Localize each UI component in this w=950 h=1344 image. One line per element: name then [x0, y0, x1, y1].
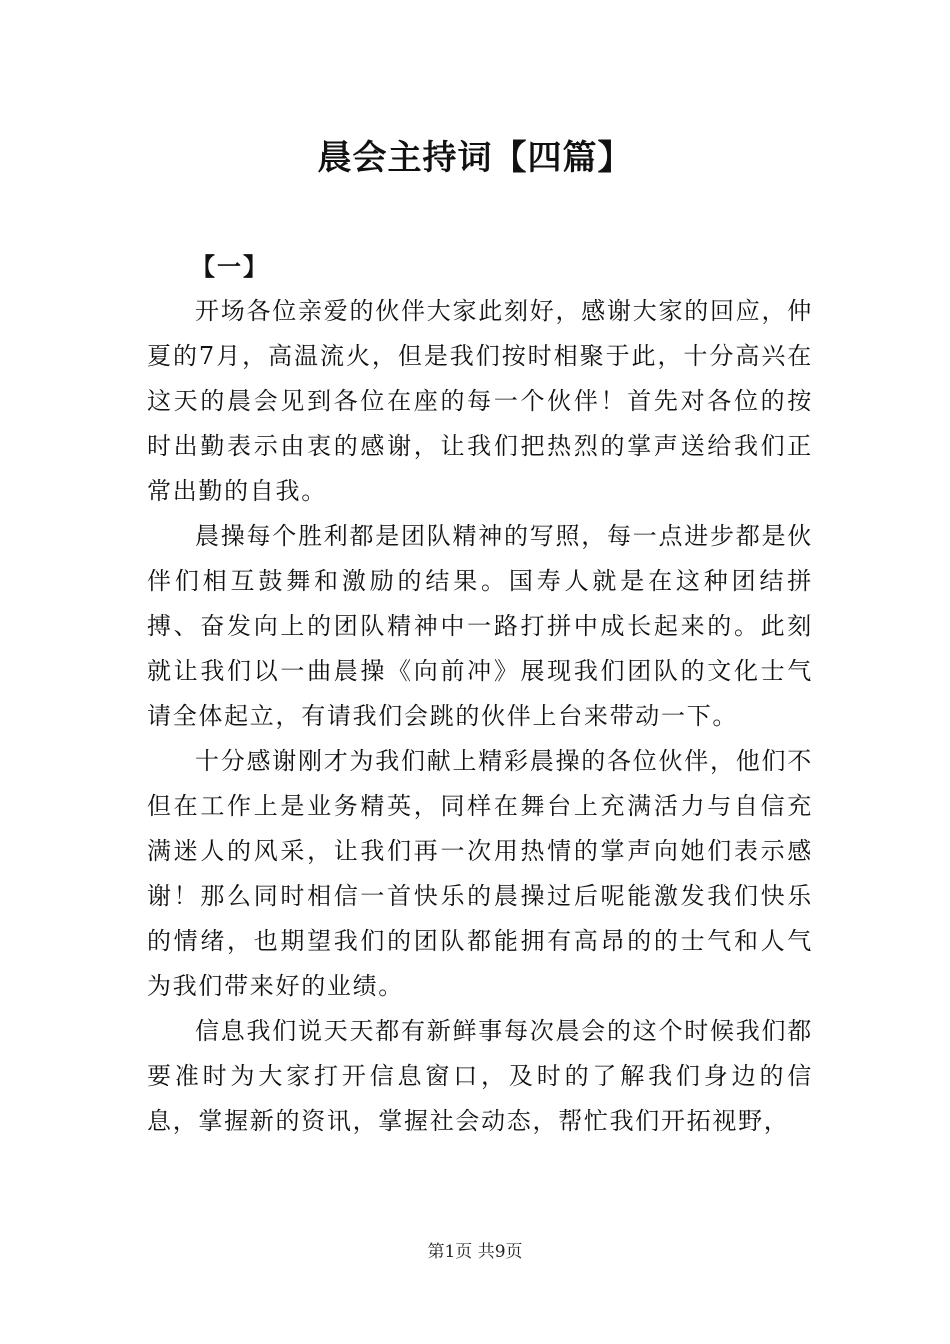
page-number-footer: 第1页 共9页 [427, 1242, 523, 1262]
paragraph-information: 信息我们说天天都有新鲜事每次晨会的这个时候我们都要准时为大家打开信息窗口，及时的了解我们身边的信息，掌握新的资讯，掌握社会动态，帮忙我们开拓视野， [147, 1017, 813, 1135]
document-body [147, 244, 813, 1144]
section-heading: 【一】 [191, 252, 269, 281]
paragraph-morning-exercise: 晨操每个胜利都是团队精神的写照，每一点进步都是伙伴们相互鼓舞和激励的结果。国寿人就是在这种团结拼搏、奋发向上的团队精神中一路打拼中成长起来的。此刻就让我们以一曲晨操《向前冲》展现我们团队的文化士气请全体起立，有请我们会跳的伙伴上台来带动一下。 [147, 522, 813, 730]
paragraph-opening: 开场各位亲爱的伙伴大家此刻好，感谢大家的回应，仲夏的7月，高温流火，但是我们按时相聚于此，十分高兴在这天的晨会见到各位在座的每一个伙伴！首先对各位的按时出勤表示由衷的感谢，让我们把热烈的掌声送给我们正常出勤的自我。 [147, 297, 813, 505]
paragraph-thanks: 十分感谢刚才为我们献上精彩晨操的各位伙伴，他们不但在工作上是业务精英，同样在舞台上充满活力与自信充满迷人的风采，让我们再一次用热情的掌声向她们表示感谢！那么同时相信一首快乐的晨操过后呢能激发我们快乐的情绪，也期望我们的团队都能拥有高昂的的士气和人气为我们带来好的业绩。 [147, 747, 813, 1000]
document-title: 晨会主持词【四篇】 [317, 138, 633, 178]
